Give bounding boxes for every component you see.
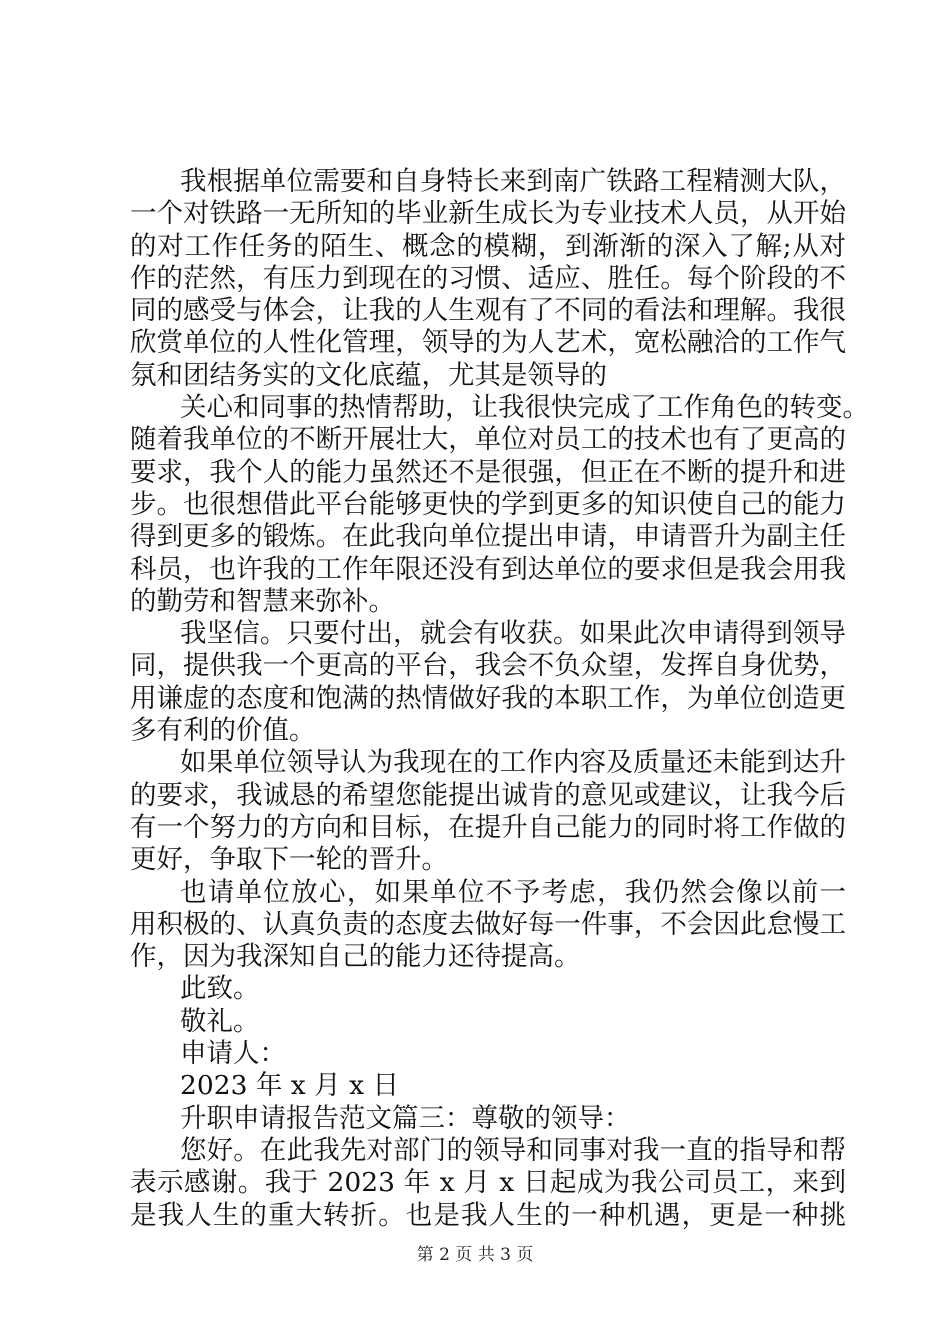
text-line: 我坚信。只要付出，就会有收获。如果此次申请得到领导 [180, 618, 846, 650]
text-line: 表示感谢。我于 2023 年 x 月 x 日起成为我公司员工，来到 [130, 1167, 846, 1199]
text-line: 多有利的价值。 [130, 715, 316, 747]
text-line: 有一个努力的方向和目标，在提升自己能力的同时将工作做的 [130, 811, 846, 843]
paragraph-3 [130, 618, 846, 747]
text-line: 氛和团结务实的文化底蕴，尤其是领导的 [130, 359, 607, 391]
paragraph-2 [130, 392, 869, 618]
closing-respect: 敬礼。 [180, 1005, 260, 1037]
text-line: 作，因为我深知自己的能力还待提高。 [130, 941, 581, 973]
text-line: 同，提供我一个更高的平台，我会不负众望，发挥自身优势， [130, 650, 846, 682]
section-heading: 升职申请报告范文篇三：尊敬的领导： [180, 1102, 631, 1134]
document-body [130, 166, 869, 1232]
closing-salutation: 此致。 [180, 973, 260, 1005]
paragraph-4 [130, 747, 846, 876]
text-line: 科员，也许我的工作年限还没有到达单位的要求但是我会用我 [130, 553, 846, 585]
text-line: 一个对铁路一无所知的毕业新生成长为专业技术人员，从开始 [130, 198, 846, 230]
paragraph-5 [130, 877, 846, 974]
text-line: 也请单位放心，如果单位不予考虑，我仍然会像以前一 [180, 876, 846, 908]
text-line: 如果单位领导认为我现在的工作内容及质量还未能到达升 [180, 747, 846, 779]
text-line: 的要求，我诚恳的希望您能提出诚肯的意见或建议，让我今后 [130, 779, 846, 811]
text-line: 要求，我个人的能力虽然还不是很强，但正在不断的提升和进 [130, 456, 846, 488]
text-line: 是我人生的重大转折。也是我人生的一种机遇，更是一种挑 [130, 1199, 846, 1231]
text-line: 作的茫然，有压力到现在的习惯、适应、胜任。每个阶段的不 [130, 262, 846, 294]
text-line: 您好。在此我先对部门的领导和同事对我一直的指导和帮 [180, 1134, 846, 1166]
text-line: 用积极的、认真负责的态度去做好每一件事，不会因此怠慢工 [130, 908, 846, 940]
date-line: 2023 年 x 月 x 日 [180, 1070, 399, 1102]
text-line: 用谦虚的态度和饱满的热情做好我的本职工作，为单位创造更 [130, 682, 846, 714]
paragraph-6 [130, 1135, 846, 1232]
paragraph-1 [130, 166, 846, 392]
text-line: 得到更多的锻炼。在此我向单位提出申请，申请晋升为副主任 [130, 521, 846, 553]
applicant-label: 申请人： [180, 1038, 286, 1070]
text-line: 的勤劳和智慧来弥补。 [130, 585, 395, 617]
text-line: 欣赏单位的人性化管理，领导的为人艺术，宽松融洽的工作气 [130, 327, 846, 359]
text-line: 随着我单位的不断开展壮大，单位对员工的技术也有了更高的 [130, 424, 846, 456]
text-line: 的对工作任务的陌生、概念的模糊，到渐渐的深入了解;从对 [130, 230, 846, 262]
text-line: 更好，争取下一轮的晋升。 [130, 844, 448, 876]
text-line: 同的感受与体会，让我的人生观有了不同的看法和理解。我很 [130, 295, 846, 327]
text-line: 关心和同事的热情帮助，让我很快完成了工作角色的转变。 [180, 392, 869, 424]
text-line: 我根据单位需要和自身特长来到南广铁路工程精测大队， [180, 166, 846, 197]
text-line: 步。也很想借此平台能够更快的学到更多的知识使自己的能力 [130, 488, 846, 520]
page-number-footer: 第 2 页 共 3 页 [416, 1245, 534, 1265]
